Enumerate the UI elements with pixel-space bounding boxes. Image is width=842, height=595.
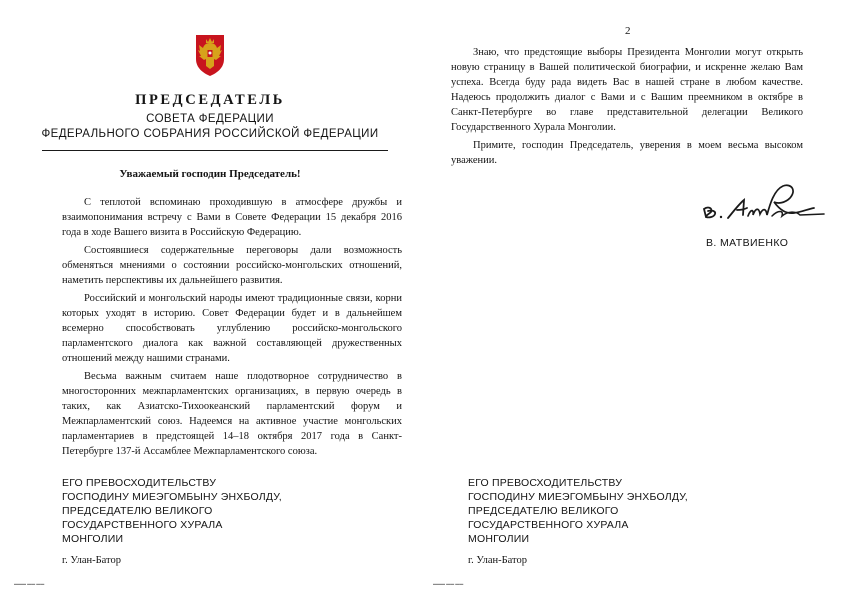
paragraph-6: Примите, господин Председатель, уверения в моем весьма высоком уважении. xyxy=(451,140,803,166)
address-line-5: МОНГОЛИИ xyxy=(62,533,124,545)
header-subtitle-1: СОВЕТА ФЕДЕРАЦИИ xyxy=(146,113,274,125)
header-divider xyxy=(42,150,388,151)
letter-page-1 xyxy=(0,0,420,595)
paragraph-5: Знаю, что предстоящие выборы Президента Монголии могут открыть новую страницу в Вашей политической биографии, и искренне желаю Вам успеха. Всегда буду рада видеть Вас в нашей стране в любом качестве. Надеюсь продолжить диалог с Вами и с Вашим преемником в октябре в Санкт-Петербурге во главе представительной делегации Великого Государственного Хурала Монголии. xyxy=(451,47,803,133)
printer-mark: ▬▬▬ ▬▬ ▬▬ xyxy=(14,581,45,586)
handwritten-signature xyxy=(700,180,825,225)
recipient-address xyxy=(62,476,282,546)
paragraph-2: Состоявшиеся содержательные переговоры дали возможность обменяться мнениями о состоянии российско-монгольских отношений, наметить перспективы их дальнейшего развития. xyxy=(62,245,402,286)
salutation: Уважаемый господин Председатель! xyxy=(119,168,301,180)
address-line-4: ГОСУДАРСТВЕННОГО ХУРАЛА xyxy=(62,519,223,531)
recipient-address-page-2 xyxy=(468,476,688,546)
address-line-5: МОНГОЛИИ xyxy=(468,533,530,545)
letter-body-page-1 xyxy=(62,195,402,462)
paragraph-3: Российский и монгольский народы имеют традиционные связи, корни которых уходят в историю. Совет Федерации будет и в дальнейшем всемерно способствовать углублению российско-монгольского парламентского диалога как важной составляющей дружественных отношений между нашими странами. xyxy=(62,293,402,364)
russian-coat-of-arms-icon xyxy=(195,33,225,77)
letter-body-page-2 xyxy=(451,45,803,171)
signer-name: В. МАТВИЕНКО xyxy=(706,237,789,249)
printer-mark-page-2: ▬▬▬ ▬▬ ▬▬ xyxy=(433,581,464,586)
address-line-2: ГОСПОДИНУ МИЕЭГОМБЫНУ ЭНХБОЛДУ, xyxy=(62,491,282,503)
address-line-4: ГОСУДАРСТВЕННОГО ХУРАЛА xyxy=(468,519,629,531)
recipient-city-page-2: г. Улан-Батор xyxy=(468,555,528,566)
paragraph-4: Весьма важным считаем наше плодотворное сотрудничество в многосторонних межпарламентских организациях, в первую очередь в таких, как Азиатско-Тихоокеанский парламентский форум и Межпарламентский союз. Надеемся на активное участие монгольских парламентариев в предстоящей 14–18 октября 2017 года в Санкт-Петербурге 137-й Ассамблее Межпарламентского союза. xyxy=(62,371,402,457)
page-number: 2 xyxy=(625,25,631,37)
address-line-3: ПРЕДСЕДАТЕЛЮ ВЕЛИКОГО xyxy=(468,505,619,517)
address-line-1: ЕГО ПРЕВОСХОДИТЕЛЬСТВУ xyxy=(468,477,623,489)
header-title: ПРЕДСЕДАТЕЛЬ xyxy=(135,92,285,108)
header-subtitle-2: ФЕДЕРАЛЬНОГО СОБРАНИЯ РОССИЙСКОЙ ФЕДЕРАЦИИ xyxy=(41,128,379,140)
address-line-1: ЕГО ПРЕВОСХОДИТЕЛЬСТВУ xyxy=(62,477,217,489)
address-line-2: ГОСПОДИНУ МИЕЭГОМБЫНУ ЭНХБОЛДУ, xyxy=(468,491,688,503)
paragraph-1: С теплотой вспоминаю проходившую в атмосфере дружбы и взаимопонимания встречу с Вами в Совете Федерации 15 декабря 2016 года в ходе Вашего визита в Российскую Федерацию. xyxy=(62,197,402,238)
recipient-city: г. Улан-Батор xyxy=(62,555,122,566)
address-line-3: ПРЕДСЕДАТЕЛЮ ВЕЛИКОГО xyxy=(62,505,213,517)
